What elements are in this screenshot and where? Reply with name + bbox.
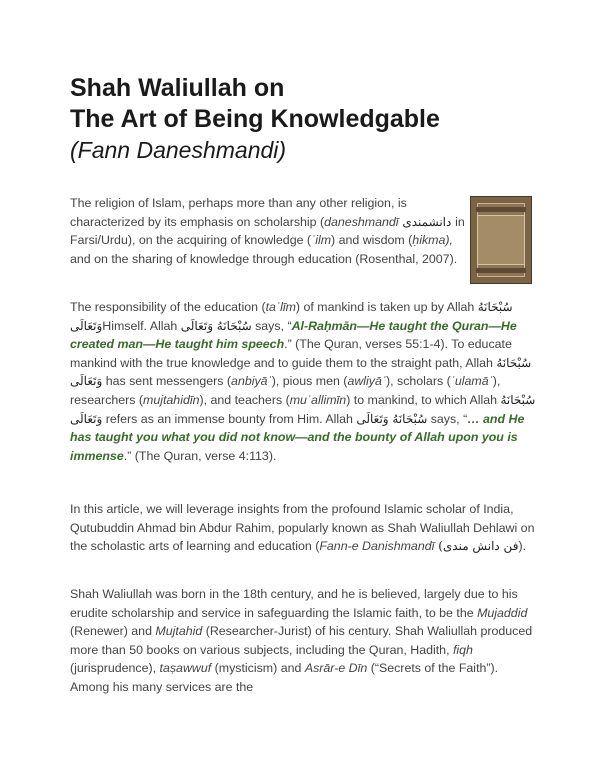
- text: ).: [518, 539, 527, 554]
- text: says, “: [427, 411, 468, 426]
- text: (“Secrets of the Faith”). Among his many services are the: [70, 661, 499, 694]
- term-awliya: awliyāʾ: [347, 374, 386, 389]
- book-cover-band-top: [476, 207, 526, 212]
- paragraph-intro: [70, 194, 465, 268]
- text: ) to mankind, to which Allah: [346, 392, 501, 407]
- paragraph-responsibility: [70, 298, 540, 465]
- text: ) of mankind is taken up by Allah: [295, 300, 478, 314]
- text: The religion of Islam, perhaps more than any other religion, is characterized by its emphasis on scholarship (: [70, 196, 407, 229]
- text: ) and wisdom (: [331, 233, 413, 248]
- title-line-1: Shah Waliullah on: [70, 74, 285, 102]
- term-mujtahid: Mujtahid: [155, 624, 203, 639]
- text: In this article, we will leverage insights from the profound Islamic scholar of India, Qutubuddin Ahmad bin Abdur Rahim, popularly known as Shah Waliullah Dehlawi on the scholastic arts of learning and education (: [70, 502, 535, 554]
- text: (Renewer) and: [70, 624, 156, 639]
- quran-quote: Al-Raḥmān—He taught the Quran—He created man—He taught him speech: [70, 318, 517, 352]
- arabic-honorific: سُبْحَانَهُ وَتَعَالَى: [180, 318, 252, 333]
- book-cover-band-bottom: [476, 268, 526, 273]
- arabic-term: (فن دانش مندی: [434, 539, 519, 554]
- title-subtitle: (Fann Daneshmandi): [70, 137, 287, 163]
- text: Shah Waliullah was born in the 18th century, and he is believed, largely due to his erudite scholarship and service in safeguarding the Islamic faith, to be the: [70, 587, 518, 620]
- term-ilm: ʿilm: [311, 233, 332, 248]
- quran-quote: … and He has taught you what you did not know—and the bounty of Allah upon you is immense: [70, 411, 525, 463]
- term-daneshmandi: daneshmandī: [324, 214, 399, 229]
- term-asrar-e-din: Asrār-e Dīn: [304, 661, 368, 676]
- paragraph-biography: [70, 585, 540, 697]
- text: .” (The Quran, verse 4:113).: [123, 448, 277, 463]
- arabic-honorific: سُبْحَانَهُ وَتَعَالَى: [356, 411, 428, 426]
- term-mujaddid: Mujaddid: [477, 605, 528, 620]
- text: has sent messengers (: [102, 374, 232, 389]
- text: ), and teachers (: [199, 392, 290, 407]
- term-anbiya: anbiyāʾ: [231, 374, 272, 389]
- term-ulama: ʿulamāʾ: [450, 374, 493, 389]
- text: ), scholars (: [386, 374, 451, 389]
- term-fiqh: fiqh: [452, 642, 473, 657]
- term-tasawwuf: taṣawwuf: [159, 661, 212, 676]
- term-fann-e-danishmandi: Fann-e Danishmandī: [319, 539, 435, 554]
- text: (mysticism) and: [211, 661, 305, 676]
- term-talim: taʿlīm: [265, 300, 296, 314]
- text: ), researchers (: [70, 374, 501, 407]
- arabic-honorific: سُبْحَانَهُ وَتَعَالَى: [70, 392, 536, 426]
- paragraph-article-intro: [70, 500, 540, 556]
- text: says, “: [251, 318, 292, 333]
- book-cover-panel: [477, 215, 525, 265]
- text: Himself. Allah: [102, 318, 181, 333]
- text: The responsibility of the education (: [70, 300, 266, 314]
- book-cover-image: [470, 196, 532, 284]
- article-title: [70, 73, 540, 166]
- arabic-honorific: سُبْحَانَهُ وَتَعَالَى: [70, 300, 513, 333]
- term-mujtahidin: mujtahidīn: [143, 392, 200, 407]
- title-line-2: The Art of Being Knowledgable: [70, 105, 440, 133]
- text: .” (The Quran, verses 55:1-4). To educate mankind with the true knowledge and to guide them to the straight path, Allah: [70, 337, 512, 370]
- term-hikma: ḥikma),: [412, 233, 453, 248]
- text: ), pious men (: [271, 374, 348, 389]
- text: refers as an immense bounty from Him. Allah: [102, 411, 357, 426]
- arabic-honorific: سُبْحَانَهُ وَتَعَالَى: [70, 355, 532, 389]
- arabic-term: دانشمندی: [398, 214, 456, 229]
- text: (Researcher-Jurist) of his century. Shah Waliullah produced more than 50 books on various subjects, including the Quran, Hadith,: [70, 624, 533, 657]
- text: and on the sharing of knowledge through education (Rosenthal, 2007).: [70, 251, 458, 266]
- text: in Farsi/Urdu), on the acquiring of knowledge (: [70, 214, 465, 248]
- term-muallimin: muʿallimīn: [289, 392, 347, 407]
- text: (jurisprudence),: [70, 661, 160, 676]
